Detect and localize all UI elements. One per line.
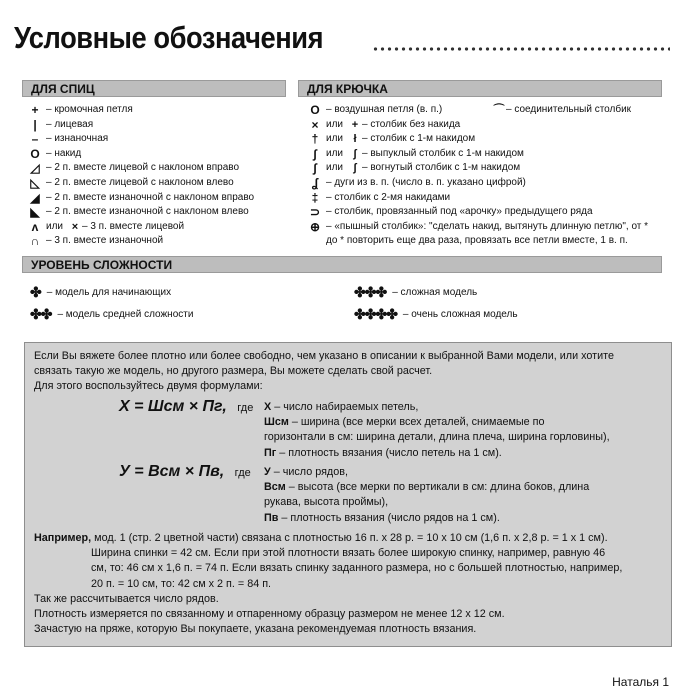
legend-row [24,191,294,206]
stitch-description: – столбик без накида [362,118,461,130]
intro-line-3: Для этого воспользуйтесь двумя формулами: [34,380,263,393]
stitch-symbol-alt-icon: ʃ [353,147,357,160]
def-pg-text: – плотность вязания (число петель на 1 см). [276,446,502,459]
formula-rows-where: где [234,467,251,479]
level-1-icon: ✤ [30,284,41,300]
stitch-description: – изнаночная [46,133,109,145]
level-4-text: – очень сложная модель [402,309,518,320]
stitch-description: – вогнутый столбик с 1-м накидом [362,162,521,174]
stitch-description: – 2 п. вместе лицевой с наклоном влево [46,176,234,188]
level-2-icon: ✤✤ [30,306,52,322]
formula-rows [119,464,251,481]
def-w-text-2: горизонтали в см: ширина детали, длина плеча, ширина горловины), [264,431,610,444]
stitch-symbol-icon: ∩ [30,234,40,249]
stitch-symbol-alt-icon: + [351,118,359,131]
legend-row [24,161,294,176]
def-pv-text: – плотность вязания (число рядов на 1 см). [278,511,500,524]
level-advanced [354,284,477,301]
stitch-symbol-icon: × [311,117,319,132]
knit-header-label: ДЛЯ СПИЦ [31,82,95,96]
stitch-description: – столбик, провязанный под «арочку» предыдущего ряда [326,206,593,218]
legend-row [304,220,672,235]
def-pv-symbol: Пв [264,511,279,524]
stitch-description: – дуги из в. п. (число в. п. указано цифрой) [326,176,526,188]
def-w-text-1: – ширина (все мерки всех деталей, снимаемые по [288,416,545,429]
stitch-symbol-icon: ◢ [30,190,40,205]
page-title: Условные обозначения [14,20,324,55]
stitch-symbol-icon: ∫ [313,146,317,161]
level-2-text: – модель средней сложности [57,309,194,320]
stitch-description: – столбик с 1-м накидом [362,133,476,145]
level-3-icon: ✤✤✤ [354,284,387,300]
stitch-symbol-icon: ⊃ [309,205,321,220]
or-label: или [326,133,344,145]
stitch-symbol-icon: ⊕ [309,219,321,234]
stitch-description: – столбик с 2-мя накидами [326,191,451,203]
stitch-description: – 2 п. вместе изнаночной с наклоном влево [46,206,249,218]
formula-rows-definitions [264,465,664,526]
stitch-symbol-icon: – [31,132,39,147]
stitch-description: – «пышный столбик»: "сделать накид, вытянуть длинную петлю", от * [326,220,649,232]
note-line-3: Зачастую на пряже, которую Вы покупаете, указана рекомендуемая плотность вязания. [34,623,477,636]
knit-symbol-list [24,103,294,249]
title-dotted-rule [372,44,670,54]
example-block [34,531,666,637]
slip-stitch-icon: ⌒ [493,104,505,116]
stitch-description: – накид [46,147,82,159]
crochet-section-header [298,80,662,97]
stitch-description: – лицевая [46,118,94,130]
note-line-1: Так же рассчитывается число рядов. [34,592,219,605]
level-intermediate [30,306,193,323]
formula-stitches-expr: Х = Шсм × Пг, [119,398,227,415]
legend-row [24,132,294,147]
stitch-symbol-icon: O [30,146,40,161]
legend-row [304,234,672,249]
levels-section-header [22,256,662,273]
legend-row [24,118,294,133]
stitch-description: – кромочная петля [46,104,133,115]
legend-row [24,176,294,191]
legend-row [24,234,294,249]
intro-line-2: связать такую же модель, но другого размера, Вы можете сделать свой расчет. [34,365,433,378]
level-3-text: – сложная модель [392,287,478,298]
stitch-description: – 2 п. вместе лицевой с наклоном вправо [46,162,240,174]
formula-stitches-definitions [264,400,664,461]
stitch-symbol-icon: ◣ [30,205,40,220]
stitch-symbol-icon: ʌ [31,219,39,234]
legend-row [24,220,294,235]
stitch-description: – выпуклый столбик с 1-м накидом [362,147,524,159]
legend-row [304,205,672,220]
stitch-description: – воздушная петля (в. п.) [326,104,443,115]
level-4-icon: ✤✤✤✤ [354,306,397,322]
or-label: или [326,118,344,130]
intro-line-1: Если Вы вяжете более плотно или более свободно, чем указано в описании к выбранной Вами модели, или хотите [34,350,614,362]
formula-stitches-where: где [237,402,254,414]
stitch-symbol-icon: † [311,132,319,147]
stitch-symbol-alt-icon: ʃ [353,162,357,175]
legend-row [24,205,294,220]
or-label: или [326,162,344,174]
levels-header-label: УРОВЕНЬ СЛОЖНОСТИ [31,258,173,272]
knit-section-header [22,80,286,97]
def-pg-symbol: Пг [264,446,277,459]
def-x-symbol: Х [264,401,272,413]
stitch-description: – 2 п. вместе изнаночной с наклоном вправо [46,191,255,203]
example-line-4: 20 п. = 10 см, то: 42 см х 2 п. = 84 п. [91,577,272,590]
example-line-1: мод. 1 (стр. 2 цветной части) связана с плотностью 16 п. х 28 р. = 10 х 10 см (1,6 п. х 2,8 р. = 1 х 1 см). [91,532,608,544]
def-x-text: – число набираемых петель, [271,401,419,413]
note-line-2: Плотность измеряется по связанному и отпаренному образцу размером не менее 12 х 12 см. [34,608,505,621]
legend-row [24,103,294,118]
stitch-symbol-icon: ʆ [311,175,319,190]
def-h-symbol: Всм [264,481,286,494]
legend-row [24,147,294,162]
def-h-text-2: рукава, высота проймы), [264,496,389,509]
def-w-symbol: Шсм [264,416,289,429]
legend-row [304,132,672,147]
level-expert [354,306,518,323]
level-1-text: – модель для начинающих [46,287,172,298]
example-line-3: см, то: 46 см х 1,6 п. = 74 п. Если вязать спинку заданного размера, но с большей плотностью, например, [91,562,623,575]
legend-row [304,161,672,176]
def-y-symbol: У [264,466,271,478]
crochet-header-label: ДЛЯ КРЮЧКА [307,82,388,96]
stitch-symbol-icon: ◺ [30,175,40,190]
stitch-symbol-icon: O [310,103,320,117]
stitch-symbol-alt-icon: ł [353,133,357,146]
page-footer: Наталья 1 [612,675,669,689]
or-label: или [326,147,344,159]
stitch-description: до * повторить еще два раза, провязать все петли вместе, 1 в. п. [326,235,628,247]
gauge-calculation-box [24,342,672,647]
stitch-symbol-icon: | [33,117,37,132]
stitch-symbol-icon: ‡ [311,190,319,205]
stitch-description: – 3 п. вместе изнаночной [46,235,164,247]
example-line-2: Ширина спинки = 42 см. Если при этой плотности вязать более широкую спинку, например, равную 46 [91,547,606,560]
legend-row [304,147,672,162]
crochet-slip-stitch [492,103,631,118]
stitch-symbol-icon: ◿ [30,161,40,176]
stitch-symbol-icon: + [31,103,39,117]
level-beginner [30,284,171,301]
formula-rows-expr: У = Всм × Пв, [119,463,225,480]
legend-row [304,191,672,206]
example-label: Например, [34,532,92,544]
formula-stitches [119,399,253,416]
or-label: или [46,220,64,232]
def-h-text-1: – высота (все мерки по вертикали в см: длина боков, длина [285,481,590,494]
def-y-text: – число рядов, [270,466,348,478]
legend-row [304,118,672,133]
stitch-symbol-icon: ∫ [313,161,317,176]
crochet-symbol-list [304,103,672,249]
stitch-description: – 3 п. вместе лицевой [82,220,185,232]
slip-stitch-text: – соединительный столбик [506,104,632,115]
legend-row [304,176,672,191]
stitch-symbol-alt-icon: × [71,220,79,233]
